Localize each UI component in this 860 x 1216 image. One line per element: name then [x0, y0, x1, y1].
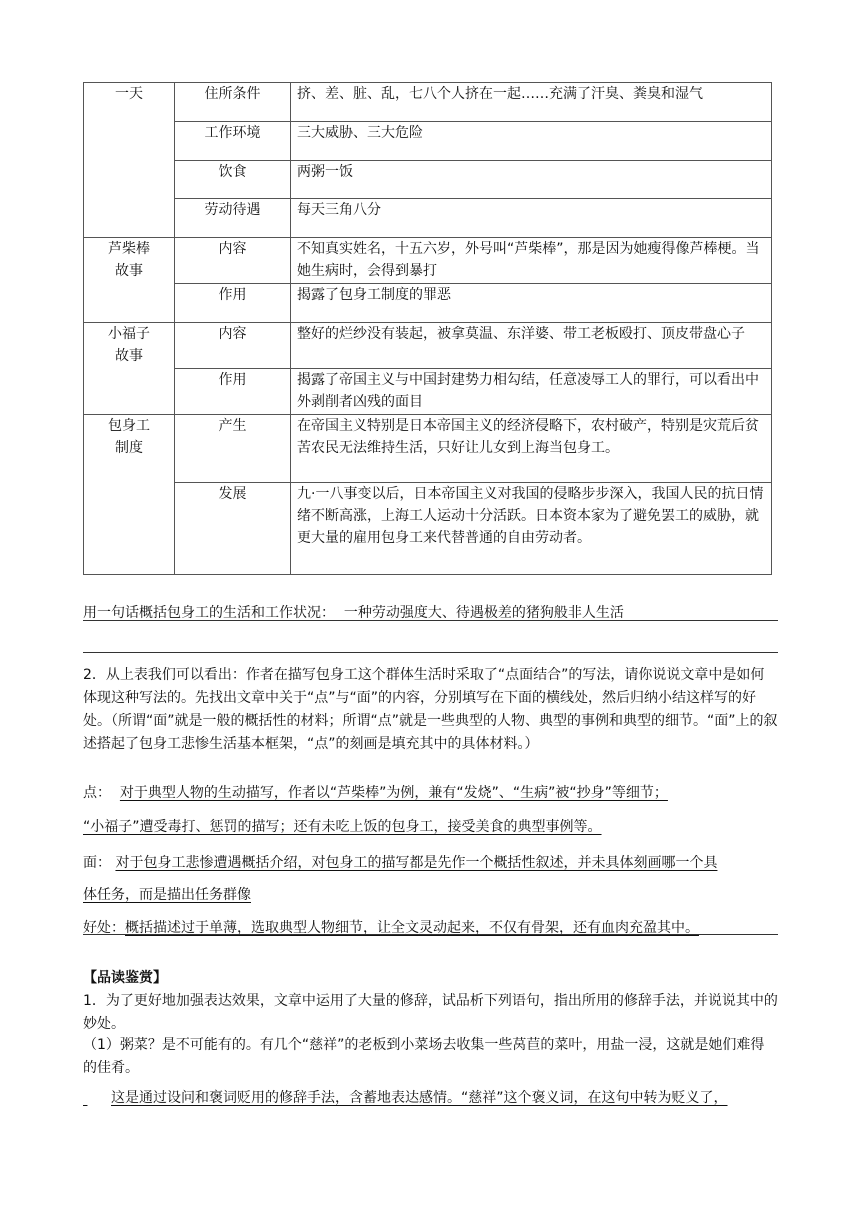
content-cell — [291, 415, 772, 483]
content-text: 在帝国主义特别是日本帝国主义的经济侵略下，农村破产，特别是灾荒后贫苦农民无法维持生活，只好让儿女到上海当包身工。 — [297, 418, 759, 456]
item-label: 住所条件 — [204, 86, 261, 102]
summary-label: 用一句话概括包身工的生活和工作状况： — [83, 605, 335, 621]
indent — [83, 1087, 111, 1109]
point-answer: “小福子”遭受毒打、惩罚的描写；还有未吃上饭的包身工，接受美食的典型事例等。 — [83, 819, 602, 835]
group-cell-day — [84, 83, 175, 238]
content-cell — [291, 83, 772, 122]
item-label: 劳动待遇 — [204, 202, 261, 218]
item-cell — [175, 161, 291, 199]
item-cell — [175, 323, 291, 369]
content-cell — [291, 122, 772, 161]
appreciation-q1-1: （1）粥菜？是不可能有的。有几个“慈祥”的老板到小菜场去收集一些莴苣的菜叶，用盐一浸，这就是她们难得的佳肴。 — [83, 1037, 765, 1076]
item-cell — [175, 122, 291, 161]
benefit-rule — [83, 934, 778, 935]
content-text: 三大威胁、三大危险 — [297, 125, 423, 141]
content-text: 每天三角八分 — [297, 202, 381, 218]
item-label: 作用 — [218, 372, 247, 388]
content-cell — [291, 161, 772, 199]
appreciation-q1: 1．为了更好地加强表达效果，文章中运用了大量的修辞，试品析下列语句，指出所用的修辞手法，并说说其中的妙处。 — [83, 993, 778, 1032]
item-cell — [175, 284, 291, 323]
group-label: 小福子 — [108, 326, 150, 342]
content-text: 整好的烂纱没有装起，被拿莫温、东洋婆、带工老板殴打、顶皮带盘心子 — [297, 326, 745, 342]
group-cell-system — [84, 415, 175, 575]
group-label: 一天 — [115, 86, 143, 102]
point-label: 点： — [83, 785, 111, 801]
face-line-2 — [83, 884, 778, 906]
face-answer: 对于包身工悲惨遭遇概括介绍，对包身工的描写都是先作一个概括性叙述，并未具体刻画哪一个具 — [115, 855, 718, 871]
item-cell — [175, 483, 291, 575]
content-text: 九·一八事变以后，日本帝国主义对我国的侵略步步深入，我国人民的抗日情绪不断高涨，上海工人运动十分活跃。日本资本家为了避免罢工的威胁，就更大量的雇用包身工来代替普通的自由劳动者。 — [297, 486, 764, 546]
group-label: 故事 — [115, 348, 143, 364]
summary-answer: 一种劳动强度大、待遇极差的猪狗般非人生活 — [343, 605, 624, 621]
face-answer: 体任务，而是描出任务群像 — [83, 887, 251, 903]
group-cell-luchaibang — [84, 238, 175, 323]
appreciation-answer: 这是通过设问和褒词贬用的修辞手法，含蓄地表达感情。“慈祥”这个褒义词，在这句中转为贬义了， — [111, 1090, 728, 1106]
item-label: 内容 — [218, 326, 247, 342]
group-label: 制度 — [115, 440, 143, 456]
content-cell — [291, 369, 772, 415]
benefit-answer: 概括描述过于单薄，选取典型人物细节，让全文灵动起来，不仅有骨架，还有血肉充盈其中。 — [125, 920, 699, 936]
item-cell — [175, 238, 291, 284]
benefit-line — [83, 917, 778, 939]
content-cell — [291, 238, 772, 284]
content-text: 挤、差、脏、乱，七八个人挤在一起……充满了汗臭、粪臭和湿气 — [297, 86, 703, 102]
summary-table — [83, 82, 772, 575]
answer-rule — [83, 620, 778, 621]
group-label: 故事 — [115, 263, 143, 279]
content-cell — [291, 323, 772, 369]
item-label: 发展 — [218, 486, 247, 502]
item-label: 工作环境 — [204, 125, 261, 141]
content-cell — [291, 483, 772, 575]
blank-rule — [83, 652, 778, 653]
content-text: 两粥一饭 — [297, 164, 353, 180]
item-cell — [175, 369, 291, 415]
face-label: 面： — [83, 855, 111, 871]
group-cell-xiaofuzi — [84, 323, 175, 415]
item-cell — [175, 199, 291, 238]
group-label: 芦柴棒 — [108, 241, 150, 257]
content-text: 不知真实姓名，十五六岁，外号叫“芦柴棒”，那是因为她瘦得像芦棒梗。当她生病时，会得到暴打 — [297, 241, 760, 279]
point-answer: 对于典型人物的生动描写，作者以“芦柴棒”为例，兼有“发烧”、“生病”被“抄身”等细节； — [119, 785, 668, 801]
point-line-1 — [83, 782, 778, 804]
content-cell — [291, 199, 772, 238]
question-2: 2．从上表我们可以看出：作者在描写包身工这个群体生活时采取了“点面结合”的写法，请你说说文章中是如何体现这种写法的。先找出文章中关于“点”与“面”的内容，分别填写在下面的横线处，然后归纳小结这样写的好处。（所谓“面”就是一般的概括性的材料；所谓“点”就是一些典型的人物、典型的事例和典型的细节。“面”上的叙述搭起了包身工悲惨生活基本框架，“点”的刻画是填充其中的具体材料。） — [83, 667, 778, 752]
content-cell — [291, 284, 772, 323]
item-label: 内容 — [218, 241, 247, 257]
item-label: 作用 — [218, 287, 247, 303]
content-text: 揭露了帝国主义与中国封建势力相勾结，任意凌辱工人的罪行，可以看出中外剥削者凶残的面目 — [297, 372, 759, 410]
item-label: 产生 — [218, 418, 247, 434]
group-label: 包身工 — [108, 418, 150, 434]
item-cell — [175, 415, 291, 483]
benefit-label: 好处： — [83, 920, 125, 936]
face-line-1 — [83, 852, 778, 874]
appreciation-answer-line — [83, 1087, 778, 1109]
section-heading: 【品读鉴赏】 — [83, 970, 167, 986]
content-text: 揭露了包身工制度的罪恶 — [297, 287, 451, 303]
item-label: 饮食 — [218, 164, 247, 180]
point-line-2 — [83, 816, 778, 838]
item-cell — [175, 83, 291, 122]
